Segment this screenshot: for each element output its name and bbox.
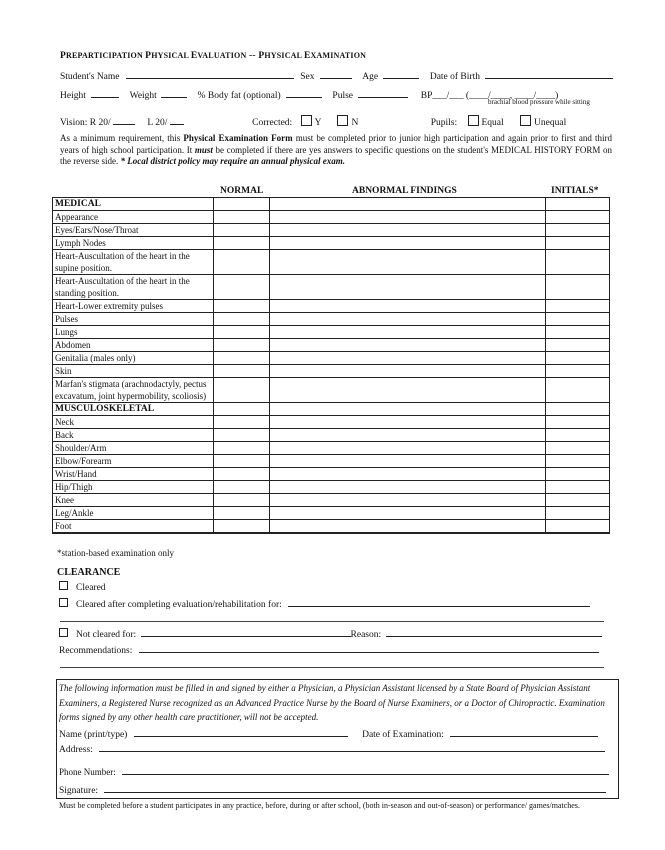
- abnormal-findings-cell[interactable]: [270, 300, 546, 313]
- normal-cell[interactable]: [214, 339, 270, 352]
- initials-cell[interactable]: [546, 198, 610, 211]
- normal-cell[interactable]: [214, 211, 270, 224]
- musculoskeletal-section-heading: MUSCULOSKELETAL: [53, 403, 214, 416]
- age-label: Age: [362, 72, 379, 82]
- table-row: [53, 442, 610, 455]
- table-row: [53, 211, 610, 224]
- normal-cell[interactable]: [214, 326, 270, 339]
- cleared-after-checkbox[interactable]: [59, 598, 68, 607]
- cleared-after-label: Cleared after completing evaluation/rehabilitation for:: [76, 600, 282, 610]
- cleared-after-option: [59, 597, 590, 610]
- signature-field[interactable]: [104, 783, 606, 793]
- exam-item-label: Leg/Ankle: [53, 507, 214, 520]
- exam-item-label: Lymph Nodes: [53, 237, 214, 250]
- normal-cell[interactable]: [214, 455, 270, 468]
- table-row: [53, 250, 610, 275]
- normal-cell[interactable]: [214, 481, 270, 494]
- row-vitals: [60, 88, 558, 101]
- abnormal-findings-cell[interactable]: [270, 352, 546, 365]
- table-row: [53, 429, 610, 442]
- footer-note: Must be completed before a student participates in any practice, before, during or after school, (both in-season and out-of-season) or performance/ games/matches.: [59, 801, 580, 810]
- table-row: [53, 326, 610, 339]
- exam-item-label: Abdomen: [53, 339, 214, 352]
- exam-item-label: Shoulder/Arm: [53, 442, 214, 455]
- examiner-name-row: [59, 727, 598, 740]
- exam-item-label: Eyes/Ears/Nose/Throat: [53, 224, 214, 237]
- abnormal-findings-cell[interactable]: [270, 403, 546, 416]
- exam-item-label: Hip/Thigh: [53, 481, 214, 494]
- table-row: [53, 365, 610, 378]
- table-row: [53, 237, 610, 250]
- exam-item-label: Heart-Auscultation of the heart in the supine position.: [53, 250, 214, 275]
- pupils-equal-checkbox[interactable]: [468, 115, 479, 126]
- normal-cell[interactable]: [214, 275, 270, 300]
- signature-label: Signature:: [59, 786, 99, 796]
- col-header-abnormal: ABNORMAL FINDINGS: [352, 186, 457, 196]
- exam-item-label: Back: [53, 429, 214, 442]
- exam-date-label: Date of Examination:: [362, 730, 444, 740]
- table-row: [53, 481, 610, 494]
- dob-field[interactable]: [485, 69, 613, 79]
- corrected-label: Corrected:: [252, 118, 293, 128]
- abnormal-findings-cell[interactable]: [270, 429, 546, 442]
- initials-cell[interactable]: [546, 442, 610, 455]
- abnormal-findings-cell[interactable]: [270, 455, 546, 468]
- instructions-paragraph: As a minimum requirement, this Physical Examination Form must be completed prior to junior high participation and again prior to first and third years of high school participation. It must be completed if there are yes answers to specific questions on the student's MEDICAL HISTORY FORM on the reverse side. * Local district policy may require an annual physical exam.: [60, 133, 612, 166]
- exam-item-label: Heart-Auscultation of the heart in the standing position.: [53, 275, 214, 300]
- abnormal-findings-cell[interactable]: [270, 507, 546, 520]
- bp-field[interactable]: ___/___ (____/____, ____/____): [432, 91, 559, 101]
- cleared-label: Cleared: [76, 583, 106, 593]
- initials-cell[interactable]: [546, 494, 610, 507]
- initials-cell[interactable]: [546, 378, 610, 403]
- initials-cell[interactable]: [546, 481, 610, 494]
- normal-cell[interactable]: [214, 365, 270, 378]
- table-row: [53, 275, 610, 300]
- normal-cell[interactable]: [214, 237, 270, 250]
- initials-cell[interactable]: [546, 237, 610, 250]
- bp-note: brachial blood pressure while sitting: [488, 98, 590, 106]
- body-fat-label: % Body fat (optional): [197, 91, 281, 101]
- initials-cell[interactable]: [546, 339, 610, 352]
- exam-item-label: Wrist/Hand: [53, 468, 214, 481]
- dob-label: Date of Birth: [429, 72, 480, 82]
- abnormal-findings-cell[interactable]: [270, 326, 546, 339]
- initials-cell[interactable]: [546, 416, 610, 429]
- bp-label: BP: [420, 91, 433, 101]
- vision-left-field[interactable]: [170, 115, 184, 125]
- pulse-label: Pulse: [332, 91, 354, 101]
- col-header-normal: NORMAL: [220, 186, 264, 196]
- initials-cell[interactable]: [546, 365, 610, 378]
- recommendations-label: Recommendations:: [59, 646, 133, 656]
- body-fat-field[interactable]: [286, 88, 322, 98]
- initials-cell[interactable]: [546, 520, 610, 533]
- phone-field[interactable]: [122, 765, 609, 775]
- musculoskeletal-section-heading-row: [53, 403, 610, 416]
- corrected-yes-label: Y: [314, 118, 322, 128]
- abnormal-findings-cell[interactable]: [270, 198, 546, 211]
- recommendations-field[interactable]: [139, 643, 599, 653]
- initials-cell[interactable]: [546, 275, 610, 300]
- normal-cell[interactable]: [214, 313, 270, 326]
- age-field[interactable]: [383, 69, 419, 79]
- height-label: Height: [60, 91, 86, 101]
- table-row: [53, 494, 610, 507]
- exam-item-label: Neck: [53, 416, 214, 429]
- table-footnote: *station-based examination only: [57, 548, 174, 558]
- vision-right-field[interactable]: [113, 115, 135, 125]
- exam-item-label: Knee: [53, 494, 214, 507]
- initials-cell[interactable]: [546, 300, 610, 313]
- abnormal-findings-cell[interactable]: [270, 494, 546, 507]
- table-row: [53, 468, 610, 481]
- pupils-equal-label: Equal: [481, 118, 504, 128]
- exam-item-label: Appearance: [53, 211, 214, 224]
- exam-item-label: Foot: [53, 520, 214, 533]
- exam-item-label: Lungs: [53, 326, 214, 339]
- table-row: [53, 339, 610, 352]
- table-row: [53, 533, 610, 534]
- initials-cell[interactable]: [546, 211, 610, 224]
- initials-cell[interactable]: [546, 533, 610, 534]
- medical-section-heading: MEDICAL: [53, 198, 214, 211]
- table-row: [53, 455, 610, 468]
- exam-date-field[interactable]: [450, 727, 598, 737]
- normal-cell[interactable]: [214, 494, 270, 507]
- row-student-info: [60, 69, 613, 82]
- normal-cell[interactable]: [214, 352, 270, 365]
- initials-cell[interactable]: [546, 250, 610, 275]
- abnormal-findings-cell[interactable]: [270, 442, 546, 455]
- table-row: [53, 352, 610, 365]
- address-field[interactable]: [99, 742, 605, 752]
- abnormal-findings-cell[interactable]: [270, 211, 546, 224]
- phone-row: [59, 765, 609, 777]
- initials-cell[interactable]: [546, 326, 610, 339]
- reason-label: Reason:: [350, 630, 382, 640]
- normal-cell[interactable]: [214, 507, 270, 520]
- height-field[interactable]: [91, 88, 119, 98]
- corrected-no-label: N: [351, 118, 359, 128]
- address-label: Address:: [59, 745, 93, 755]
- initials-cell[interactable]: [546, 313, 610, 326]
- cleared-after-continuation-line[interactable]: [60, 621, 604, 622]
- pupils-label: Pupils:: [430, 118, 458, 128]
- weight-label: Weight: [129, 91, 157, 101]
- normal-cell[interactable]: [214, 520, 270, 533]
- normal-cell[interactable]: [214, 442, 270, 455]
- table-row: [53, 300, 610, 313]
- pupils-unequal-checkbox[interactable]: [520, 115, 531, 126]
- normal-cell[interactable]: [214, 533, 270, 534]
- initials-cell[interactable]: [546, 429, 610, 442]
- abnormal-findings-cell[interactable]: [270, 224, 546, 237]
- abnormal-findings-cell[interactable]: [270, 533, 546, 534]
- table-row: [53, 507, 610, 520]
- exam-item-label: [53, 533, 214, 534]
- table-row: [53, 378, 610, 403]
- abnormal-findings-cell[interactable]: [270, 275, 546, 300]
- abnormal-findings-cell[interactable]: [270, 250, 546, 275]
- normal-cell[interactable]: [214, 250, 270, 275]
- abnormal-findings-cell[interactable]: [270, 237, 546, 250]
- medical-section-heading-row: [53, 198, 610, 211]
- table-row: [53, 313, 610, 326]
- student-name-field[interactable]: [126, 69, 294, 79]
- address-row: [59, 742, 605, 755]
- initials-cell[interactable]: [546, 468, 610, 481]
- recommendations-row: [59, 643, 599, 656]
- sex-label: Sex: [300, 72, 315, 82]
- table-row: [53, 416, 610, 429]
- normal-cell[interactable]: [214, 416, 270, 429]
- abnormal-findings-cell[interactable]: [270, 416, 546, 429]
- normal-cell[interactable]: [214, 378, 270, 403]
- col-header-initials: INITIALS*: [551, 186, 599, 196]
- form-title: PREPARTICIPATION PHYSICAL EVALUATION -- PHYSICAL EXAMINATION: [60, 51, 367, 61]
- not-cleared-field[interactable]: [141, 627, 351, 637]
- cleared-option: [59, 581, 106, 593]
- weight-field[interactable]: [161, 88, 187, 98]
- normal-cell[interactable]: [214, 224, 270, 237]
- abnormal-findings-cell[interactable]: [270, 468, 546, 481]
- abnormal-findings-cell[interactable]: [270, 378, 546, 403]
- abnormal-findings-cell[interactable]: [270, 339, 546, 352]
- signature-row: [59, 783, 606, 796]
- recommendations-continuation-line[interactable]: [60, 667, 604, 668]
- exam-item-label: Genitalia (males only): [53, 352, 214, 365]
- vision-right-label: Vision: R 20/: [60, 118, 111, 128]
- cleared-after-field[interactable]: [288, 597, 590, 607]
- exam-item-label: Elbow/Forearm: [53, 455, 214, 468]
- exam-item-label: Marfan's stigmata (arachnodactyly, pectus excavatum, joint hypermobility, scoliosis): [53, 378, 214, 403]
- abnormal-findings-cell[interactable]: [270, 365, 546, 378]
- exam-item-label: Pulses: [53, 313, 214, 326]
- exam-item-label: Heart-Lower extremity pulses: [53, 300, 214, 313]
- not-cleared-checkbox[interactable]: [59, 628, 68, 637]
- initials-cell[interactable]: [546, 224, 610, 237]
- initials-cell[interactable]: [546, 507, 610, 520]
- sex-field[interactable]: [320, 69, 352, 79]
- cleared-checkbox[interactable]: [59, 581, 68, 590]
- row-vision: [60, 115, 566, 128]
- normal-cell[interactable]: [214, 300, 270, 313]
- examiner-name-field[interactable]: [134, 727, 348, 737]
- not-cleared-label: Not cleared for:: [76, 630, 137, 640]
- abnormal-findings-cell[interactable]: [270, 520, 546, 533]
- not-cleared-option: [59, 627, 602, 640]
- examiner-name-label: Name (print/type): [59, 730, 128, 740]
- normal-cell[interactable]: [214, 429, 270, 442]
- student-name-label: Student's Name: [60, 72, 120, 82]
- initials-cell[interactable]: [546, 403, 610, 416]
- exam-table: [52, 197, 610, 534]
- signature-notice: The following information must be filled in and signed by either a Physician, a Physician Assistant licensed by a State Board of Physician Assistant Examiners, a Registered Nurse recognized as an Advanced Practice Nurse by the Board of Nurse Examiners, or a Doctor of Chiropractic. Examination forms signed by any other health care practitioner, will not be accepted.: [59, 683, 605, 722]
- exam-item-label: Skin: [53, 365, 214, 378]
- abnormal-findings-cell[interactable]: [270, 481, 546, 494]
- clearance-heading: CLEARANCE: [57, 567, 121, 578]
- table-row: [53, 224, 610, 237]
- normal-cell[interactable]: [214, 468, 270, 481]
- phone-label: Phone Number:: [59, 767, 116, 777]
- pupils-unequal-label: Unequal: [534, 118, 567, 128]
- normal-cell[interactable]: [214, 403, 270, 416]
- table-row: [53, 520, 610, 533]
- initials-cell[interactable]: [546, 455, 610, 468]
- corrected-no-checkbox[interactable]: [337, 115, 348, 126]
- initials-cell[interactable]: [546, 352, 610, 365]
- abnormal-findings-cell[interactable]: [270, 313, 546, 326]
- corrected-yes-checkbox[interactable]: [301, 115, 312, 126]
- normal-cell[interactable]: [214, 198, 270, 211]
- pulse-field[interactable]: [358, 88, 408, 98]
- reason-field[interactable]: [386, 627, 602, 637]
- vision-left-label: L 20/: [147, 118, 168, 128]
